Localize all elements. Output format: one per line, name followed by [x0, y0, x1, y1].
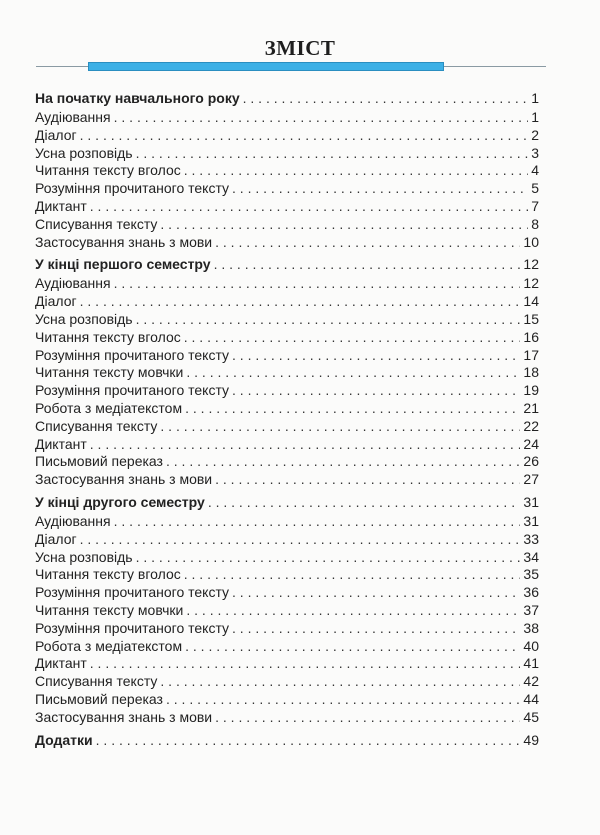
- dot-leader: [160, 216, 528, 234]
- dot-leader: [232, 347, 520, 365]
- toc-entry-label: Діалог: [35, 126, 77, 143]
- dot-leader: [214, 254, 521, 275]
- toc-entry-label: Списування тексту: [35, 673, 158, 690]
- dot-leader: [136, 549, 521, 567]
- toc-page-number: 41: [523, 655, 539, 672]
- toc-page-number: 34: [523, 548, 539, 565]
- dot-leader: [166, 691, 520, 709]
- toc-page-number: 7: [531, 197, 539, 214]
- toc-entry[interactable]: [35, 400, 539, 418]
- toc-page-number: 4: [531, 162, 539, 179]
- toc-entry[interactable]: [35, 584, 539, 602]
- toc-entry[interactable]: [35, 673, 539, 691]
- toc-page-number: 12: [523, 275, 539, 292]
- toc-page-number: 33: [523, 530, 539, 547]
- toc-entry[interactable]: [35, 566, 539, 584]
- toc-page-number: 40: [523, 637, 539, 654]
- toc-entry-label: Списування тексту: [35, 215, 158, 232]
- toc-entry-label: Діалог: [35, 530, 77, 547]
- dot-leader: [232, 584, 520, 602]
- toc-entry-label: Письмовий переказ: [35, 690, 163, 707]
- toc-entry[interactable]: [35, 347, 539, 365]
- dot-leader: [160, 673, 520, 691]
- toc-entry[interactable]: [35, 709, 539, 727]
- dot-leader: [186, 602, 520, 620]
- dot-leader: [90, 655, 521, 673]
- toc-entry-label: У кінці другого семестру: [35, 493, 205, 510]
- toc-entry-label: Читання тексту мовчки: [35, 364, 184, 381]
- dot-leader: [80, 531, 521, 549]
- toc-entry-label: Аудіювання: [35, 512, 111, 529]
- dot-leader: [114, 513, 521, 531]
- toc-entry[interactable]: [35, 436, 539, 454]
- toc-entry[interactable]: [35, 513, 539, 531]
- toc-page-number: 44: [523, 690, 539, 707]
- toc-entry-label: Робота з медіатекстом: [35, 637, 183, 654]
- toc-page-number: 12: [523, 256, 539, 273]
- toc-page-number: 3: [531, 144, 539, 161]
- toc-entry-label: Застосування знань з мови: [35, 708, 213, 725]
- toc-entry-label: Застосування знань з мови: [35, 471, 213, 488]
- toc-entry[interactable]: [35, 311, 539, 329]
- toc-entry-label: Диктант: [35, 435, 87, 452]
- toc-page-number: 19: [523, 382, 539, 399]
- dot-leader: [90, 436, 521, 454]
- toc-page-number: 15: [523, 310, 539, 327]
- toc-entry-label: Читання тексту вголос: [35, 328, 181, 345]
- dot-leader: [80, 127, 529, 145]
- toc-section-heading[interactable]: [35, 88, 539, 109]
- toc-page-number: 5: [531, 180, 539, 197]
- table-of-contents: [35, 88, 539, 751]
- toc-entry[interactable]: [35, 127, 539, 145]
- toc-entry-label: Аудіювання: [35, 275, 111, 292]
- toc-entry-label: У кінці першого семестру: [35, 256, 211, 273]
- toc-entry[interactable]: [35, 162, 539, 180]
- toc-entry[interactable]: [35, 471, 539, 489]
- toc-entry-label: Діалог: [35, 293, 77, 310]
- toc-entry-label: Розуміння прочитаного тексту: [35, 382, 230, 399]
- toc-entry[interactable]: [35, 691, 539, 709]
- toc-page-number: 38: [523, 619, 539, 636]
- dot-leader: [184, 566, 521, 584]
- toc-entry-label: Списування тексту: [35, 417, 158, 434]
- dot-leader: [80, 293, 521, 311]
- toc-page-number: 1: [531, 90, 539, 106]
- toc-entry[interactable]: [35, 531, 539, 549]
- toc-page-number: 37: [523, 601, 539, 618]
- dot-leader: [166, 453, 520, 471]
- toc-section-heading[interactable]: [35, 492, 539, 513]
- toc-page-number: 36: [523, 584, 539, 601]
- dot-leader: [136, 311, 521, 329]
- toc-entry[interactable]: [35, 180, 539, 198]
- toc-entry-label: Письмовий переказ: [35, 453, 163, 470]
- toc-entry-label: Розуміння прочитаного тексту: [35, 584, 230, 601]
- toc-page-number: 42: [523, 673, 539, 690]
- toc-entry-label: Читання тексту мовчки: [35, 601, 184, 618]
- toc-entry-label: На початку навчального року: [35, 90, 240, 106]
- toc-entry[interactable]: [35, 638, 539, 656]
- dot-leader: [215, 471, 520, 489]
- dot-leader: [114, 109, 529, 127]
- toc-entry[interactable]: [35, 453, 539, 471]
- dot-leader: [232, 620, 520, 638]
- toc-entry-label: Диктант: [35, 197, 87, 214]
- toc-entry[interactable]: [35, 234, 539, 252]
- toc-page-number: 49: [523, 731, 539, 748]
- dot-leader: [185, 638, 520, 656]
- dot-leader: [208, 492, 521, 513]
- toc-entry-label: Усна розповідь: [35, 144, 133, 161]
- toc-page-number: 27: [523, 471, 539, 488]
- toc-entry[interactable]: [35, 382, 539, 400]
- toc-entry[interactable]: [35, 364, 539, 382]
- dot-leader: [215, 234, 520, 252]
- toc-entry-label: Розуміння прочитаного тексту: [35, 619, 230, 636]
- toc-entry-label: Робота з медіатекстом: [35, 399, 183, 416]
- toc-page-number: 18: [523, 364, 539, 381]
- toc-entry-label: Диктант: [35, 655, 87, 672]
- toc-entry[interactable]: [35, 275, 539, 293]
- toc-section-heading[interactable]: [35, 254, 539, 275]
- toc-page-number: 1: [531, 109, 539, 125]
- toc-page-number: 22: [523, 417, 539, 434]
- toc-entry[interactable]: [35, 655, 539, 673]
- dot-leader: [136, 145, 529, 163]
- dot-leader: [215, 709, 520, 727]
- toc-entry-label: Розуміння прочитаного тексту: [35, 346, 230, 363]
- dot-leader: [114, 275, 521, 293]
- toc-entry[interactable]: [35, 109, 539, 127]
- toc-page-number: 10: [523, 233, 539, 250]
- toc-page-number: 14: [523, 293, 539, 310]
- toc-entry[interactable]: [35, 549, 539, 567]
- toc-entry-label: Читання тексту вголос: [35, 162, 181, 179]
- toc-entry[interactable]: [35, 602, 539, 620]
- toc-entry-label: Читання тексту вголос: [35, 566, 181, 583]
- toc-section-heading[interactable]: [35, 730, 539, 751]
- dot-leader: [185, 400, 520, 418]
- dot-leader: [184, 329, 521, 347]
- dot-leader: [232, 180, 528, 198]
- toc-entry[interactable]: [35, 216, 539, 234]
- toc-entry[interactable]: [35, 293, 539, 311]
- toc-page-number: 16: [523, 328, 539, 345]
- toc-entry[interactable]: [35, 418, 539, 436]
- toc-entry[interactable]: [35, 145, 539, 163]
- toc-page-number: 35: [523, 566, 539, 583]
- toc-entry[interactable]: [35, 329, 539, 347]
- toc-page-number: 31: [523, 493, 539, 510]
- toc-page-number: 31: [523, 512, 539, 529]
- toc-page-number: 2: [531, 126, 539, 143]
- toc-page-number: 26: [523, 453, 539, 470]
- dot-leader: [243, 88, 529, 109]
- dot-leader: [96, 730, 521, 751]
- dot-leader: [186, 364, 520, 382]
- toc-entry-label: Усна розповідь: [35, 310, 133, 327]
- toc-entry[interactable]: [35, 620, 539, 638]
- page-title: ЗМІСТ: [264, 36, 336, 60]
- dot-leader: [184, 162, 528, 180]
- toc-entry-label: Аудіювання: [35, 109, 111, 125]
- dot-leader: [232, 382, 520, 400]
- toc-entry-label: Додатки: [35, 731, 93, 748]
- toc-page-number: 45: [523, 708, 539, 725]
- toc-page-number: 21: [523, 399, 539, 416]
- toc-entry[interactable]: [35, 198, 539, 216]
- dot-leader: [160, 418, 520, 436]
- toc-entry-label: Застосування знань з мови: [35, 233, 213, 250]
- title-accent-bar: [88, 62, 444, 71]
- toc-page-number: 17: [523, 346, 539, 363]
- toc-page-number: 24: [523, 435, 539, 452]
- toc-entry-label: Розуміння прочитаного тексту: [35, 180, 230, 197]
- toc-page-number: 8: [531, 215, 539, 232]
- toc-entry-label: Усна розповідь: [35, 548, 133, 565]
- dot-leader: [90, 198, 528, 216]
